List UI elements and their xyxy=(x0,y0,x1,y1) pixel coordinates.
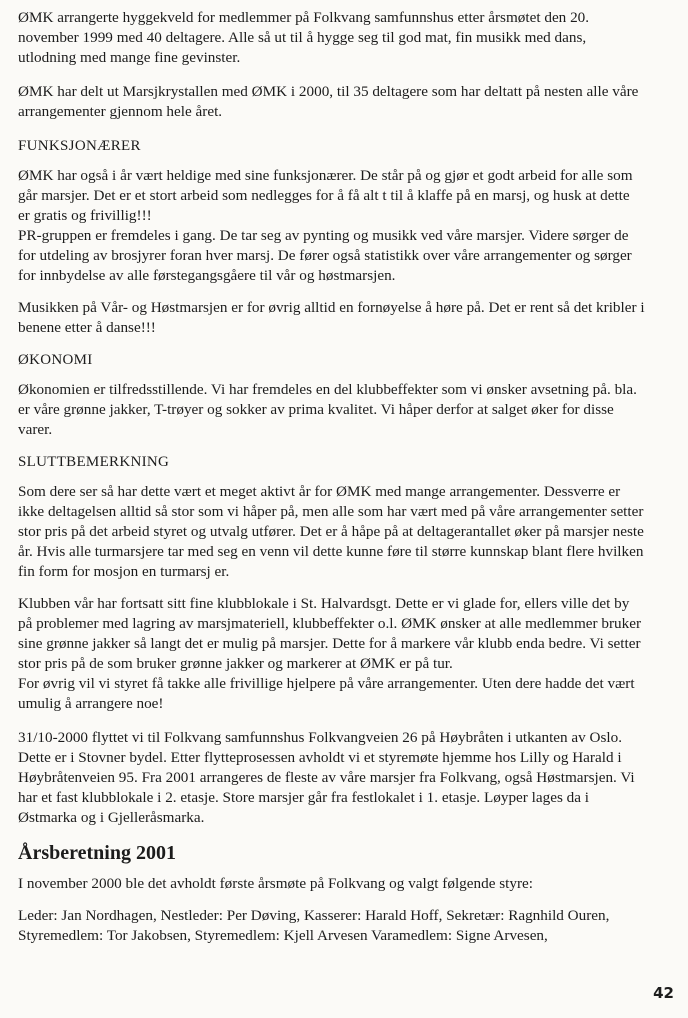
text-line: sine grønne jakker så langt det er mulig på marsjer. Dette for å markere vår klubb enda bedre. Vi setter xyxy=(18,635,641,652)
text-line: stor pris på de som bruker grønne jakker og markerer at ØMK er på tur. xyxy=(18,655,453,672)
paragraph xyxy=(18,298,678,338)
paragraph xyxy=(18,226,678,286)
section-heading: FUNKSJONÆRER xyxy=(18,138,141,154)
text-line: Som dere ser så har dette vært et meget aktivt år for ØMK med mange arrangementer. Dessverre er xyxy=(18,483,621,500)
text-line: ØMK har også i år vært heldige med sine funksjonærer. De står på og gjør et godt arbeid for alle som xyxy=(18,167,633,184)
paragraph xyxy=(18,8,678,68)
text-line: arrangementer gjennom hele året. xyxy=(18,103,223,120)
text-line: 31/10-2000 flyttet vi til Folkvang samfunnshus Folkvangveien 26 på Høybråten i utkanten av Oslo. xyxy=(18,729,623,746)
text-line: Styremedlem: Tor Jakobsen, Styremedlem: Kjell Arvesen Varamedlem: Signe Arvesen, xyxy=(18,927,548,944)
paragraph xyxy=(18,482,678,582)
paragraph xyxy=(18,906,678,946)
paragraph xyxy=(18,728,678,828)
paragraph xyxy=(18,82,678,122)
paragraph xyxy=(18,594,678,674)
text-line: for utdeling av brosjyrer foran hver marsj. De fører også statistikk over våre arrangementer og sørger xyxy=(18,247,632,264)
text-line: Økonomien er tilfredsstillende. Vi har fremdeles en del klubbeffekter som vi ønsker avsetning på. bla. xyxy=(18,381,637,398)
text-line: Musikken på Vår- og Høstmarsjen er for øvrig alltid en fornøyelse å høre på. Det er rent så det kribler i xyxy=(18,299,645,316)
paragraph xyxy=(18,166,678,226)
section-heading: ØKONOMI xyxy=(18,352,93,368)
page-number: 42 xyxy=(653,984,674,1002)
document-page xyxy=(18,8,678,946)
section-title: Årsberetning 2001 xyxy=(18,842,176,864)
text-line: har et fast klubblokale i 2. etasje. Store marsjer går fra festlokalet i 1. etasje. Løyper lages da i xyxy=(18,789,590,806)
text-line: Østmarka og i Gjelleråsmarka. xyxy=(18,809,205,826)
text-line: PR-gruppen er fremdeles i gang. De tar seg av pynting og musikk ved våre marsjer. Videre sørger de xyxy=(18,227,629,244)
text-line: går marsjer. Det er et stort arbeid som nedlegges for å få alt t til å klaffe på en marsj, og husk at dette xyxy=(18,187,630,204)
paragraph xyxy=(18,380,678,440)
text-line: I november 2000 ble det avholdt første årsmøte på Folkvang og valgt følgende styre: xyxy=(18,875,533,892)
text-line: Leder: Jan Nordhagen, Nestleder: Per Døving, Kasserer: Harald Hoff, Sekretær: Ragnhild Ouren, xyxy=(18,907,610,924)
section-heading: SLUTTBEMERKNING xyxy=(18,454,170,470)
text-line: Høybråtenveien 95. Fra 2001 arrangeres de fleste av våre marsjer fra Folkvang, også Høstmarsjen. Vi xyxy=(18,769,635,786)
text-line: for innbydelse av alle førstegangsgåere til vår og høstmarsjen. xyxy=(18,267,396,284)
text-line: Dette er i Stovner bydel. Etter flytteprosessen avholdt vi et styremøte hjemme hos Lilly og Harald i xyxy=(18,749,622,766)
text-line: ØMK har delt ut Marsjkrystallen med ØMK i 2000, til 35 deltagere som har deltatt på nesten alle våre xyxy=(18,83,639,100)
text-line: fin form for mosjon en turmarsj er. xyxy=(18,563,230,580)
text-line: umulig å arrangere noe! xyxy=(18,695,164,712)
text-line: på problemer med lagring av marsjmateriell, klubbeffekter o.l. ØMK ønsker at alle medlemmer bruker xyxy=(18,615,642,632)
text-line: november 1999 med 40 deltagere. Alle så ut til å hygge seg til god mat, fin musikk med dans, xyxy=(18,29,587,46)
paragraph xyxy=(18,674,678,714)
text-line: år. Hvis alle turmarsjere tar med seg en venn vil dette kunne føre til større kunnskap blant flere hvilken xyxy=(18,543,644,560)
text-line: For øvrig vil vi styret få takke alle frivillige hjelpere på våre arrangementer. Uten dere hadde det vært xyxy=(18,675,635,692)
paragraph xyxy=(18,874,678,894)
text-line: varer. xyxy=(18,421,53,438)
text-line: Klubben vår har fortsatt sitt fine klubblokale i St. Halvardsgt. Dette er vi glade for, ellers ville det by xyxy=(18,595,630,612)
text-line: ØMK arrangerte hyggekveld for medlemmer på Folkvang samfunnshus etter årsmøtet den 20. xyxy=(18,9,590,26)
text-line: stor pris på det arbeid styret og utvalg utfører. Det er å håpe på at deltagerantallet øker på marsjer neste xyxy=(18,523,644,540)
text-line: benene etter å danse!!! xyxy=(18,319,156,336)
text-line: er gratis og frivillig!!! xyxy=(18,207,152,224)
text-line: utlodning med mange fine gevinster. xyxy=(18,49,241,66)
text-line: ikke deltagelsen alltid så stor som vi håper på, men alle som har vært med på våre arrangementer setter xyxy=(18,503,644,520)
text-line: er våre grønne jakker, T-trøyer og sokker av prima kvalitet. Vi håper derfor at salget øker for disse xyxy=(18,401,614,418)
